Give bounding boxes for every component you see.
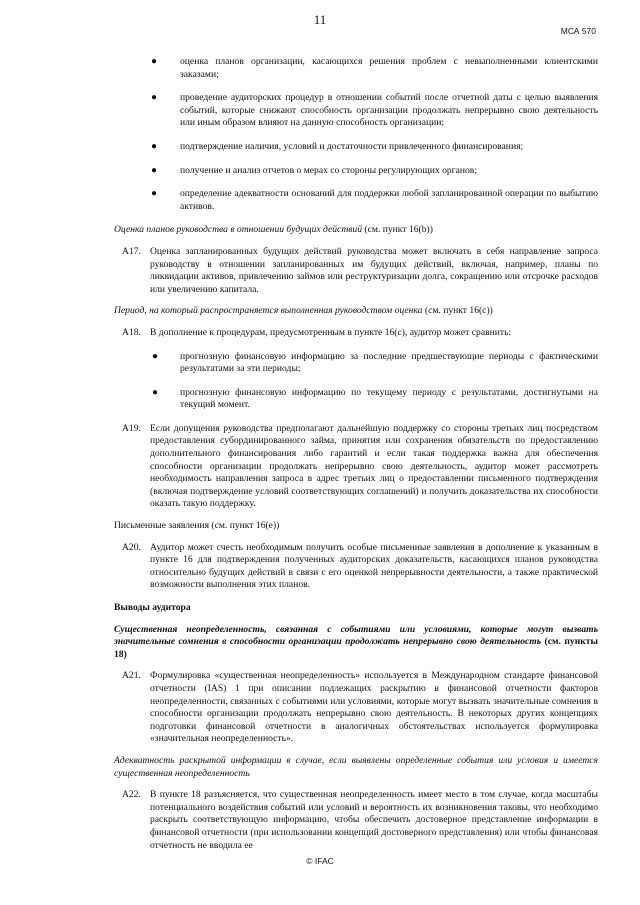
bullet-icon: ●	[151, 56, 158, 67]
page-body	[114, 56, 598, 861]
paragraph-text: Если допущения руководства предполагают дальнейшую поддержку со стороны третьих лиц посредством предоставления субординированного займа, принятия или сохранения обязательств по предоставлению дополнительного финансирования либо гарантий и если такая поддержка важна для обеспечения способности организации продолжать непрерывно свою деятельность, аудитор может рассмотреть необходимость направления запроса в адрес третьих лиц о предоставлении письменного подтверждения (включая подтверждение условий соответствующих соглашений) и получить доказательства их способности оказать такую поддержку.	[150, 422, 598, 510]
paragraph-a19	[114, 423, 598, 511]
paragraph-number: A17.	[122, 245, 141, 257]
list-item: ● проведение аудиторских процедур в отношении событий после отчетной даты с целью выявления событий, которые снижают способность организации продолжать непрерывно свою деятельность или иным образом влияют на данную способность организации;	[151, 92, 598, 129]
paragraph-a22	[114, 789, 598, 852]
a18-bullet-list	[150, 351, 598, 412]
section-heading-assessment-period: Период, на который распространяется выполненная руководством оценка (см. пункт 16(c))	[114, 305, 493, 317]
paragraph-number: A19.	[122, 422, 141, 434]
bullet-icon: ●	[152, 350, 159, 362]
section-heading-written-representations: Письменные заявления (см. пункт 16(e))	[114, 520, 280, 532]
list-item: ● прогнозную финансовую информацию за последние предшествующие периоды с фактическими результатами за эти периоды;	[152, 350, 598, 375]
paragraph-a20	[114, 542, 598, 592]
bullet-icon: ●	[152, 386, 159, 398]
paragraph-text: Формулировка «существенная неопределенность» используется в Международном стандарте финансовой отчетности (IAS) 1 при описании подлежащих раскрытию в финансовой отчетности факторов неопределенности, связанных с событиями или условиями, которые могут вызвать значительные сомнения в способности организации продолжать непрерывно свою деятельность. В некоторых других концепциях подготовки финансовой отчетности в аналогичных обстоятельствах используется формулировка «значительная неопределенность».	[150, 670, 598, 745]
paragraph-text: Оценка запланированных будущих действий руководства может включать в себя направление запроса руководству в отношении запланированных им будущих действий, включая, например, планы по ликвидации активов, привлечению займов или реструктуризации долга, сокращению или отсрочке расходов или увеличению капитала.	[150, 245, 598, 295]
paragraph-text: Аудитор может счесть необходимым получить особые письменные заявления в дополнение к указанным в пункте 16 для подтверждения полученных аудиторских доказательств, касающихся планов руководства относительно будущих действий в связи с его оценкой непрерывности деятельности, а также практической возможности выполнения этих планов.	[150, 541, 598, 591]
paragraph-number: A20.	[122, 541, 141, 553]
list-item: ● получение и анализ отчетов о мерах со стороны регулирующих органов;	[151, 164, 477, 176]
list-item: ● прогнозную финансовую информацию по текущему периоду с результатами, достигнутыми на текущий момент.	[152, 386, 598, 411]
paragraph-a17	[114, 246, 598, 296]
paragraph-a18	[114, 327, 598, 340]
paragraph-a21	[114, 670, 598, 746]
list-item: ● определение адекватности оснований для поддержки любой запланированной операции по выбытию активов.	[151, 188, 598, 212]
bullet-icon: ●	[151, 164, 158, 176]
document-code: МСА 570	[560, 26, 596, 36]
section-heading-auditor-conclusions: Выводы аудитора	[114, 602, 191, 613]
paragraph-text: В дополнение к процедурам, предусмотренным в пункте 16(c), аудитор может сравнить:	[150, 326, 512, 338]
paragraph-number: A22.	[122, 789, 141, 801]
list-item: ● подтверждение наличия, условий и достаточности привлеченного финансирования;	[151, 140, 524, 152]
paragraph-number: A21.	[122, 670, 141, 682]
bullet-icon: ●	[151, 92, 158, 104]
paragraph-text: В пункте 18 разъясняется, что существенная неопределенность имеет место в том случае, когда масштабы потенциального воздействия событий или условий и вероятность их возникновения таковы, что необходимо раскрыть соответствующую информацию, чтобы обеспечить достоверное представление информации в финансовой отчетности (при использовании концепций достоверного представления) или чтобы финансовая отчетность не вводила ее	[150, 789, 598, 851]
page-number: 11	[313, 12, 327, 27]
section-heading-management-plans: Оценка планов руководства в отношении будущих действий (см. пункт 16(b))	[114, 224, 433, 236]
list-item: ● оценка планов организации, касающихся решения проблем с невыполненными клиентскими заказами;	[151, 56, 598, 80]
copyright-footer: © IFAC	[306, 856, 334, 866]
bullet-icon: ●	[151, 140, 158, 152]
intro-bullet-list	[114, 56, 598, 213]
bullet-icon: ●	[151, 188, 158, 200]
paragraph-number: A18.	[122, 326, 141, 338]
section-heading-material-uncertainty: Существенная неопределенность, связанная с событиями или условиями, которые могут вызвать значительные сомнения в способности организации продолжать непрерывно свою деятельность (см. пункты 18)	[114, 623, 598, 660]
section-heading-disclosure-adequacy: Адекватность раскрытой информации в случае, если выявлены определенные события или условия и имеется существенная неопределенность	[114, 754, 598, 779]
